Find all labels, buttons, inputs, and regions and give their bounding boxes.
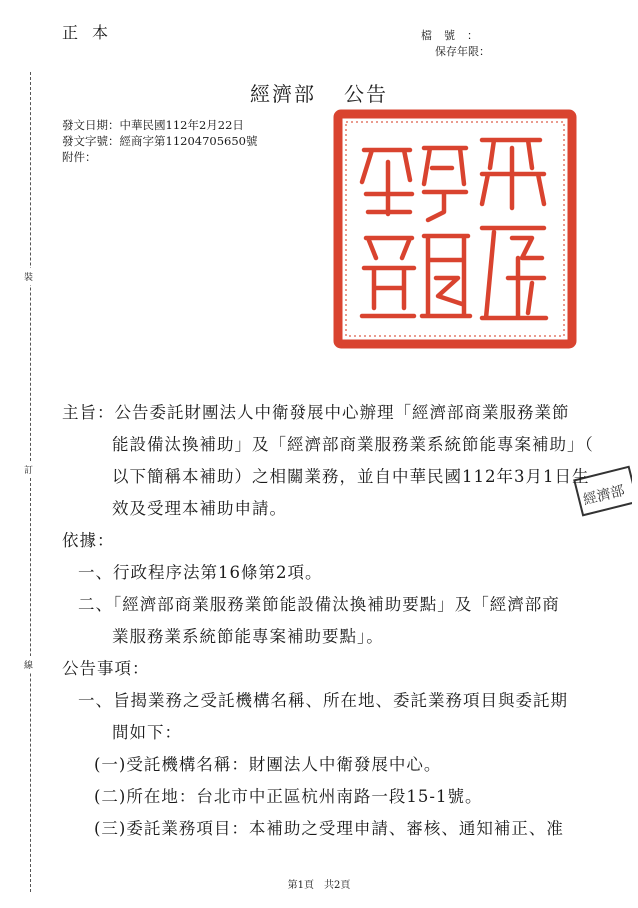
binding-char-1: 裝 xyxy=(24,268,33,285)
title-type: 公告 xyxy=(344,82,388,106)
announcement-sub-item-3: (三)委託業務項目：本補助之受理申請、審核、通知補正、准 xyxy=(94,819,564,838)
page-number: 第1頁 xyxy=(287,880,314,891)
subject-line-2: 能設備汰換補助」及「經濟部商業服務業系統節能專案補助」（ xyxy=(112,435,594,454)
document-title xyxy=(0,78,638,107)
basis-item-2-line-2: 業服務業系統節能專案補助要點」。 xyxy=(112,627,384,646)
binding-char-2: 訂 xyxy=(24,461,33,478)
subject-line-1: 主旨：公告委託財團法人中衛發展中心辦理「經濟部商業服務業節 xyxy=(62,403,570,422)
basis-heading: 依據： xyxy=(62,531,115,550)
page-footer xyxy=(0,876,638,891)
basis-item-1: 一、行政程序法第16條第2項。 xyxy=(78,563,323,582)
reference-number: 發文字號：經商字第11204705650號 xyxy=(62,134,258,148)
announcement-sub-item-2: (二)所在地：台北市中正區杭州南路一段15-1號。 xyxy=(94,787,483,806)
page-total: 共2頁 xyxy=(324,880,351,891)
announcement-item-1-line-2: 間如下： xyxy=(112,723,182,742)
announcement-heading: 公告事項： xyxy=(62,659,150,678)
subject-line-4: 效及受理本補助申請。 xyxy=(112,499,287,518)
announcement-item-1-line-1: 一、旨揭業務之受託機構名稱、所在地、委託業務項目與委託期 xyxy=(78,691,568,710)
announcement-sub-item-1: (一)受託機構名稱：財團法人中衛發展中心。 xyxy=(94,755,442,774)
file-number-label: 檔號： xyxy=(421,29,490,42)
binding-margin-line xyxy=(30,72,31,892)
attachment-line: 附件： xyxy=(62,150,97,164)
official-seal xyxy=(332,108,578,350)
subject-line-3: 以下簡稱本補助）之相關業務，並自中華民國112年3月1日生 xyxy=(112,467,590,486)
binding-char-3: 線 xyxy=(24,656,33,673)
stamp-text: 經濟部 xyxy=(581,482,627,509)
title-organization: 經濟部 xyxy=(250,82,316,106)
copy-label: 正本 xyxy=(62,23,123,42)
retention-period-label: 保存年限： xyxy=(435,45,490,58)
issue-date: 發文日期：中華民國112年2月22日 xyxy=(62,118,244,132)
basis-item-2-line-1: 二、「經濟部商業服務業節能設備汰換補助要點」及「經濟部商 xyxy=(78,595,560,614)
